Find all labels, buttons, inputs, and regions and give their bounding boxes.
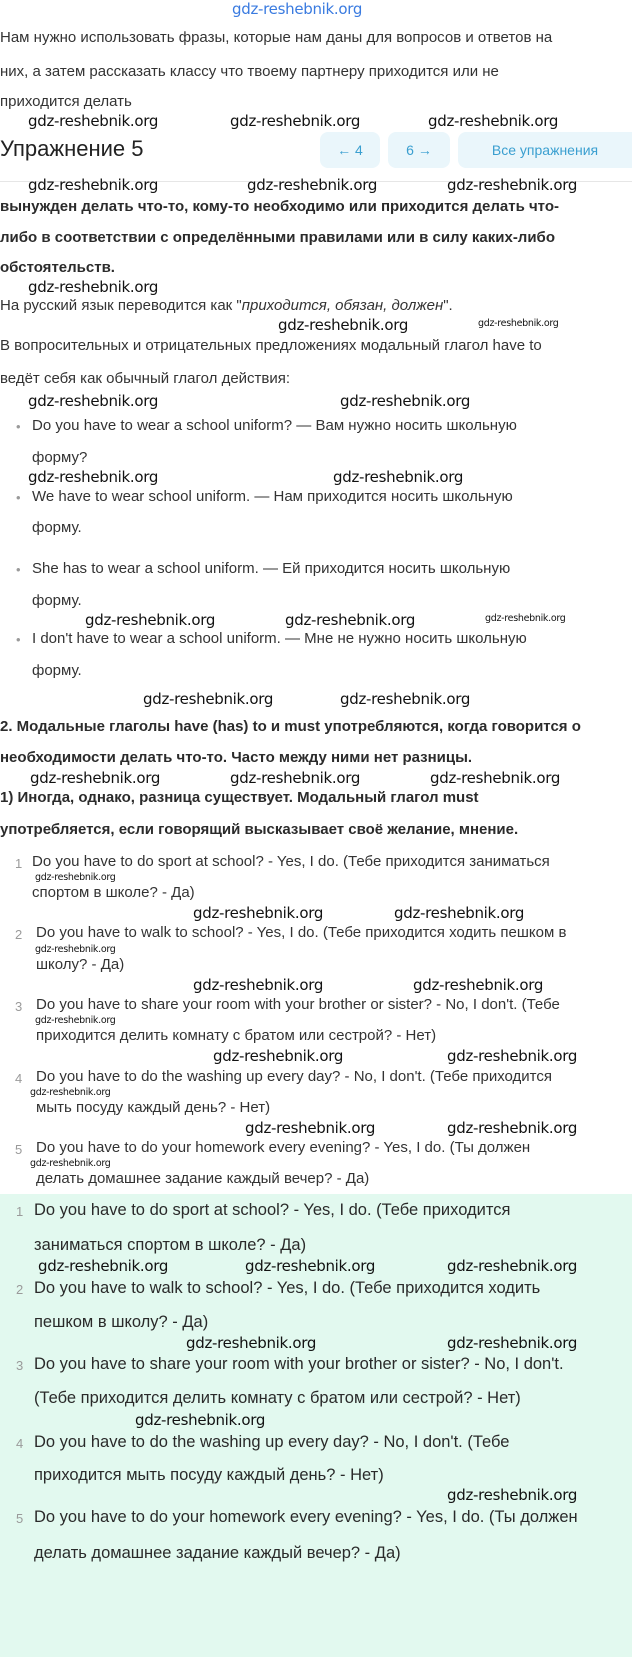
answer-line: Do you have to share your room with your brother or sister? - No, I don't. [34,1355,564,1373]
list-line: Do you have to do the washing up every day? - No, I don't. (Тебе приходится [36,1068,552,1085]
translation-italic: приходится, обязан, должен [241,297,444,314]
answer-number: 5 [16,1511,24,1526]
translation-suffix: ". [443,297,453,314]
next-exercise-button[interactable]: 6 → [388,132,450,168]
answer-line: пешком в школу? - Да) [34,1313,209,1331]
bullet-line: форму. [32,662,82,679]
watermark: gdz-reshebnik.org [28,468,159,486]
list-number: 4 [15,1071,23,1086]
watermark: gdz-reshebnik.org [447,1047,578,1065]
answer-line: приходится мыть посуду каждый день? - Нет) [34,1466,384,1484]
watermark: gdz-reshebnik.org [333,468,464,486]
list-line: мыть посуду каждый день? - Нет) [36,1099,271,1116]
page-title: Упражнение 5 [0,136,144,161]
note1-line: употребляется, если говорящий высказывает своё желание, мнение. [0,821,519,838]
bullet-dot: • [16,490,21,505]
answer-number: 3 [16,1358,24,1373]
watermark: gdz-reshebnik.org [186,1334,317,1352]
list-line: Do you have to share your room with your brother or sister? - No, I don't. (Тебе [36,996,560,1013]
list-number: 1 [15,856,23,871]
note1-line: 1) Иногда, однако, разница существует. Модальный глагол must [0,789,479,806]
section2-line: 2. Модальные глаголы have (has) to и must употребляются, когда говорится о [0,718,581,735]
watermark: gdz-reshebnik.org [413,976,544,994]
watermark: gdz-reshebnik.org [143,690,274,708]
all-exercises-button[interactable]: Все упражнения [458,132,632,168]
answer-line: делать домашнее задание каждый вечер? - Да) [34,1544,401,1562]
list-line: школу? - Да) [36,956,125,973]
watermark: gdz-reshebnik.org [193,904,324,922]
bullet-dot: • [16,632,21,647]
watermark: gdz-reshebnik.org [428,112,559,130]
watermark: gdz-reshebnik.org [35,1015,116,1026]
answer-line: (Тебе приходится делить комнату с братом или сестрой? - Нет) [34,1389,521,1407]
definition-line: вынужден делать что-то, кому-то необходимо или приходится делать что- [0,198,559,215]
watermark: gdz-reshebnik.org [135,1411,266,1429]
watermark: gdz-reshebnik.org [278,316,409,334]
watermark: gdz-reshebnik.org [447,1257,578,1275]
watermark: gdz-reshebnik.org [28,278,159,296]
watermark: gdz-reshebnik.org [340,690,471,708]
list-line: Do you have to do sport at school? - Yes, I do. (Тебе приходится заниматься [32,853,550,870]
definition-line: обстоятельств. [0,259,115,276]
list-line: Do you have to do your homework every evening? - Yes, I do. (Ты должен [36,1139,531,1156]
answer-number: 1 [16,1204,24,1219]
list-line: приходится делить комнату с братом или сестрой? - Нет) [36,1027,437,1044]
watermark: gdz-reshebnik.org [285,611,416,629]
bullet-line: I don't have to wear a school uniform. — Мне не нужно носить школьную [32,630,527,647]
intro-line: приходится делать [0,93,132,110]
translation-prefix: На русский язык переводится как " [0,297,242,314]
list-line: делать домашнее задание каждый вечер? - Да) [36,1170,370,1187]
intro-line: них, а затем рассказать классу что твоему партнеру приходится или не [0,63,499,80]
watermark: gdz-reshebnik.org [230,112,361,130]
bullet-line: форму. [32,592,82,609]
watermark: gdz-reshebnik.org [340,392,471,410]
answer-number: 4 [16,1436,24,1451]
watermark: gdz-reshebnik.org [230,769,361,787]
watermark: gdz-reshebnik.org [213,1047,344,1065]
watermark: gdz-reshebnik.org [193,976,324,994]
watermark: gdz-reshebnik.org [85,611,216,629]
answer-number: 2 [16,1282,24,1297]
watermark: gdz-reshebnik.org [28,112,159,130]
watermark: gdz-reshebnik.org [485,613,566,624]
watermark: gdz-reshebnik.org [30,769,161,787]
answer-line: Do you have to do sport at school? - Yes, I do. (Тебе приходится [34,1201,511,1219]
intro-line: Нам нужно использовать фразы, которые нам даны для вопросов и ответов на [0,29,553,46]
watermark: gdz-reshebnik.org [478,318,559,329]
watermark: gdz-reshebnik.org [430,769,561,787]
bullet-line: форму? [32,449,88,466]
list-number: 3 [15,999,23,1014]
bullet-line: форму. [32,519,82,536]
section2-line: необходимости делать что-то. Часто между ними нет разницы. [0,749,473,766]
watermark: gdz-reshebnik.org [447,1486,578,1504]
watermark: gdz-reshebnik.org [28,392,159,410]
bullet-line: She has to wear a school uniform. — Ей приходится носить школьную [32,560,511,577]
bullet-line: We have to wear school uniform. — Нам приходится носить школьную [32,488,513,505]
bullet-dot: • [16,562,21,577]
answer-line: Do you have to do your homework every evening? - Yes, I do. (Ты должен [34,1508,578,1526]
watermark: gdz-reshebnik.org [35,872,116,883]
definition-line: либо в соответствии с определёнными правилами или в силу каких-либо [0,229,555,246]
answer-line: Do you have to walk to school? - Yes, I do. (Тебе приходится ходить [34,1279,541,1297]
watermark: gdz-reshebnik.org [447,1334,578,1352]
watermark: gdz-reshebnik.org [35,944,116,955]
watermark: gdz-reshebnik.org [247,176,378,194]
watermark: gdz-reshebnik.org [30,1158,111,1169]
watermark: gdz-reshebnik.org [28,176,159,194]
watermark: gdz-reshebnik.org [232,0,363,18]
translation-note [0,296,453,316]
watermark: gdz-reshebnik.org [30,1087,111,1098]
bullet-dot: • [16,419,21,434]
watermark: gdz-reshebnik.org [245,1257,376,1275]
watermark: gdz-reshebnik.org [447,1119,578,1137]
question-note-line: ведёт себя как обычный глагол действия: [0,370,291,387]
list-number: 2 [15,927,23,942]
watermark: gdz-reshebnik.org [394,904,525,922]
answer-line: Do you have to do the washing up every day? - No, I don't. (Тебе [34,1433,510,1451]
list-line: спортом в школе? - Да) [32,884,195,901]
watermark: gdz-reshebnik.org [38,1257,169,1275]
watermark: gdz-reshebnik.org [447,176,578,194]
question-note-line: В вопросительных и отрицательных предложениях модальный глагол have to [0,337,542,354]
watermark: gdz-reshebnik.org [245,1119,376,1137]
prev-exercise-button[interactable]: ← 4 [320,132,380,168]
bullet-line: Do you have to wear a school uniform? — Вам нужно носить школьную [32,417,517,434]
list-line: Do you have to walk to school? - Yes, I do. (Тебе приходится ходить пешком в [36,924,567,941]
list-number: 5 [15,1142,23,1157]
answer-line: заниматься спортом в школе? - Да) [34,1236,307,1254]
